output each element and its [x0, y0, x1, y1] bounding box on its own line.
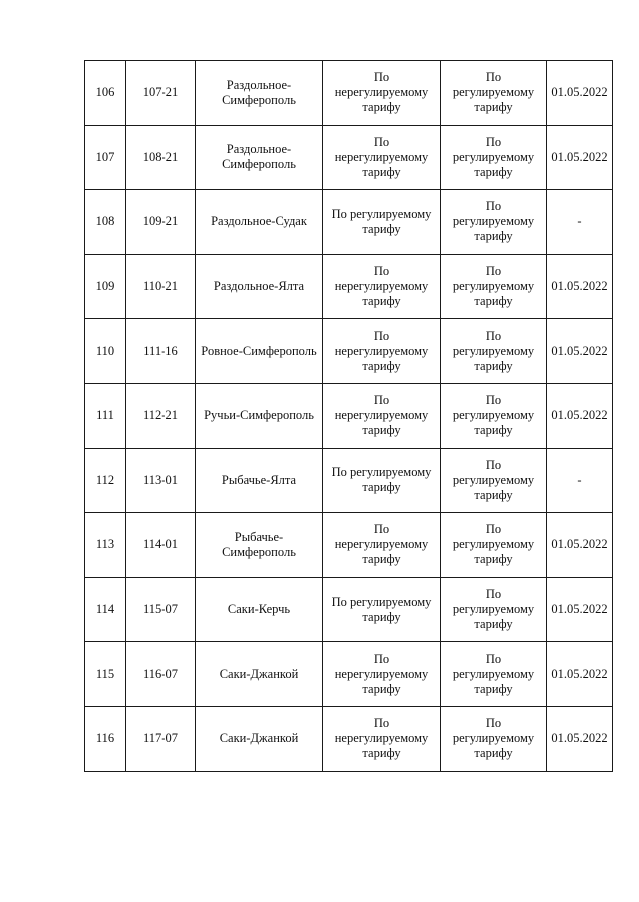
- tariff-type-cell: По нерегулируемому тарифу: [323, 383, 441, 448]
- route-name-cell: Раздольное- Симферополь: [196, 61, 323, 126]
- date-cell: 01.05.2022: [547, 125, 613, 190]
- row-number-cell: 115: [85, 642, 126, 707]
- route-code-cell: 115-07: [126, 577, 196, 642]
- date-cell: 01.05.2022: [547, 706, 613, 771]
- tariff-regulated-cell: По регулируемому тарифу: [441, 319, 547, 384]
- tariff-type-cell: По нерегулируемому тарифу: [323, 254, 441, 319]
- route-code-cell: 110-21: [126, 254, 196, 319]
- tariff-regulated-cell: По регулируемому тарифу: [441, 706, 547, 771]
- date-cell: -: [547, 190, 613, 255]
- tariff-regulated-cell: По регулируемому тарифу: [441, 642, 547, 707]
- route-code-cell: 109-21: [126, 190, 196, 255]
- route-name-cell: Раздольное- Симферополь: [196, 125, 323, 190]
- tariff-regulated-cell: По регулируемому тарифу: [441, 513, 547, 578]
- route-code-cell: 116-07: [126, 642, 196, 707]
- row-number-cell: 116: [85, 706, 126, 771]
- row-number-cell: 107: [85, 125, 126, 190]
- table-row: [85, 190, 613, 255]
- route-name-cell: Ручьи-Симферополь: [196, 383, 323, 448]
- route-name-cell: Рыбачье-Ялта: [196, 448, 323, 513]
- date-cell: 01.05.2022: [547, 513, 613, 578]
- row-number-cell: 106: [85, 61, 126, 126]
- table-row: [85, 577, 613, 642]
- route-name-cell: Ровное-Симферополь: [196, 319, 323, 384]
- date-cell: 01.05.2022: [547, 577, 613, 642]
- tariff-type-cell: По нерегулируемому тарифу: [323, 513, 441, 578]
- table-row: [85, 513, 613, 578]
- route-name-cell: Раздольное-Судак: [196, 190, 323, 255]
- date-cell: 01.05.2022: [547, 254, 613, 319]
- table-row: [85, 254, 613, 319]
- date-cell: 01.05.2022: [547, 383, 613, 448]
- tariff-type-cell: По регулируемому тарифу: [323, 190, 441, 255]
- tariff-type-cell: По нерегулируемому тарифу: [323, 319, 441, 384]
- route-code-cell: 114-01: [126, 513, 196, 578]
- date-cell: 01.05.2022: [547, 642, 613, 707]
- date-cell: 01.05.2022: [547, 61, 613, 126]
- tariff-regulated-cell: По регулируемому тарифу: [441, 61, 547, 126]
- table-row: [85, 706, 613, 771]
- route-name-cell: Саки-Джанкой: [196, 706, 323, 771]
- row-number-cell: 112: [85, 448, 126, 513]
- table-row: [85, 125, 613, 190]
- tariff-regulated-cell: По регулируемому тарифу: [441, 190, 547, 255]
- route-code-cell: 108-21: [126, 125, 196, 190]
- route-code-cell: 107-21: [126, 61, 196, 126]
- tariff-regulated-cell: По регулируемому тарифу: [441, 448, 547, 513]
- route-code-cell: 111-16: [126, 319, 196, 384]
- tariff-regulated-cell: По регулируемому тарифу: [441, 254, 547, 319]
- tariff-type-cell: По нерегулируемому тарифу: [323, 642, 441, 707]
- route-name-cell: Саки-Керчь: [196, 577, 323, 642]
- tariff-regulated-cell: По регулируемому тарифу: [441, 125, 547, 190]
- route-code-cell: 117-07: [126, 706, 196, 771]
- date-cell: -: [547, 448, 613, 513]
- route-code-cell: 113-01: [126, 448, 196, 513]
- route-name-cell: Рыбачье- Симферополь: [196, 513, 323, 578]
- table-row: [85, 448, 613, 513]
- tariff-type-cell: По нерегулируемому тарифу: [323, 706, 441, 771]
- date-cell: 01.05.2022: [547, 319, 613, 384]
- tariff-type-cell: По нерегулируемому тарифу: [323, 125, 441, 190]
- route-name-cell: Саки-Джанкой: [196, 642, 323, 707]
- tariff-regulated-cell: По регулируемому тарифу: [441, 577, 547, 642]
- tariff-regulated-cell: По регулируемому тарифу: [441, 383, 547, 448]
- row-number-cell: 108: [85, 190, 126, 255]
- tariff-type-cell: По нерегулируемому тарифу: [323, 61, 441, 126]
- row-number-cell: 111: [85, 383, 126, 448]
- tariff-type-cell: По регулируемому тарифу: [323, 448, 441, 513]
- row-number-cell: 113: [85, 513, 126, 578]
- route-name-cell: Раздольное-Ялта: [196, 254, 323, 319]
- row-number-cell: 110: [85, 319, 126, 384]
- routes-table-body: [85, 61, 613, 772]
- row-number-cell: 109: [85, 254, 126, 319]
- table-row: [85, 383, 613, 448]
- tariff-type-cell: По регулируемому тарифу: [323, 577, 441, 642]
- table-row: [85, 642, 613, 707]
- table-row: [85, 61, 613, 126]
- table-row: [85, 319, 613, 384]
- route-code-cell: 112-21: [126, 383, 196, 448]
- row-number-cell: 114: [85, 577, 126, 642]
- routes-table: [84, 60, 613, 772]
